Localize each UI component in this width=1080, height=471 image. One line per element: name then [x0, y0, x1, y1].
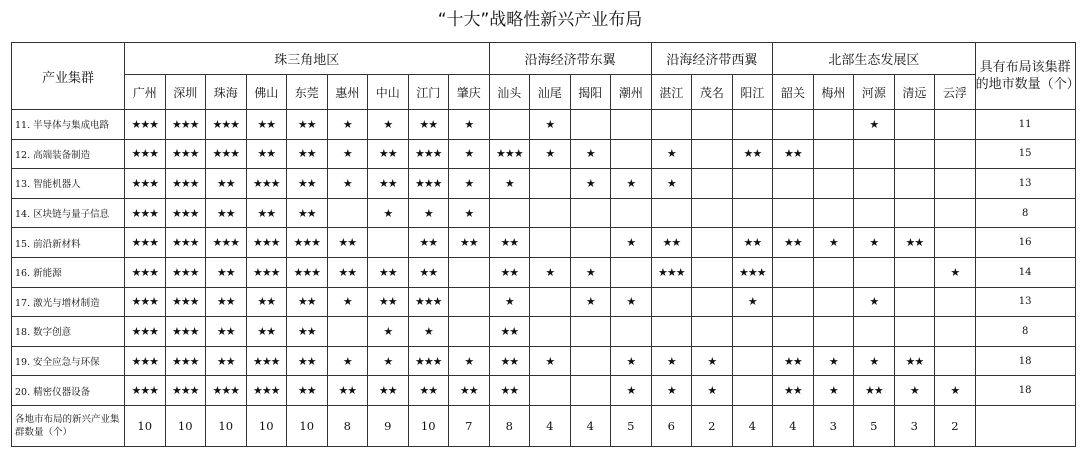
- star-rating: ★★★: [246, 346, 287, 376]
- star-rating: ★★: [773, 376, 814, 406]
- city-header: 惠州: [327, 75, 368, 110]
- star-rating: ★★★: [732, 257, 773, 287]
- star-rating: ★: [692, 376, 733, 406]
- total-value: 4: [530, 405, 571, 446]
- star-rating: ★: [651, 139, 692, 169]
- city-header: 中山: [368, 75, 409, 110]
- star-rating: ★★★: [165, 376, 206, 406]
- star-rating: ★: [327, 169, 368, 199]
- star-rating: [570, 110, 611, 140]
- star-rating: [813, 317, 854, 347]
- city-count: 8: [975, 198, 1075, 228]
- star-rating: ★: [651, 376, 692, 406]
- total-value: 2: [692, 405, 733, 446]
- star-rating: [570, 198, 611, 228]
- star-rating: ★: [854, 110, 895, 140]
- star-rating: ★★★: [125, 139, 166, 169]
- industry-name: 18. 数字创意: [12, 317, 125, 347]
- star-rating: ★: [611, 228, 652, 258]
- star-rating: ★: [530, 257, 571, 287]
- star-rating: ★: [935, 257, 976, 287]
- star-rating: [854, 139, 895, 169]
- star-rating: [611, 139, 652, 169]
- star-rating: ★★: [287, 317, 328, 347]
- star-rating: [732, 198, 773, 228]
- star-rating: ★★: [327, 257, 368, 287]
- star-rating: ★: [935, 376, 976, 406]
- empty-cell: [975, 405, 1075, 446]
- star-rating: ★★: [408, 110, 449, 140]
- star-rating: ★: [449, 198, 490, 228]
- star-rating: ★: [813, 346, 854, 376]
- star-rating: ★★: [489, 257, 530, 287]
- star-rating: [813, 169, 854, 199]
- star-rating: ★★: [246, 110, 287, 140]
- star-rating: [732, 169, 773, 199]
- star-rating: ★★★: [408, 346, 449, 376]
- star-rating: ★★: [854, 376, 895, 406]
- star-rating: [692, 110, 733, 140]
- star-rating: ★: [611, 287, 652, 317]
- total-value: 10: [165, 405, 206, 446]
- star-rating: [692, 287, 733, 317]
- star-rating: [611, 110, 652, 140]
- city-header: 江门: [408, 75, 449, 110]
- city-header: 潮州: [611, 75, 652, 110]
- table-title: “十大”战略性新兴产业布局: [437, 10, 643, 30]
- star-rating: [854, 317, 895, 347]
- star-rating: ★★★: [125, 198, 166, 228]
- totals-label: 各地市布局的新兴产业集群数量（个）: [12, 405, 125, 446]
- industry-name: 16. 新能源: [12, 257, 125, 287]
- star-rating: [732, 376, 773, 406]
- star-rating: [854, 257, 895, 287]
- star-rating: [651, 198, 692, 228]
- star-rating: ★★: [368, 376, 409, 406]
- star-rating: [773, 287, 814, 317]
- star-rating: ★★: [894, 346, 935, 376]
- star-rating: [935, 317, 976, 347]
- star-rating: ★★★: [408, 139, 449, 169]
- star-rating: ★: [854, 228, 895, 258]
- star-rating: [449, 257, 490, 287]
- total-value: 3: [894, 405, 935, 446]
- star-rating: ★★: [773, 346, 814, 376]
- cluster-header: 产业集群: [12, 43, 125, 110]
- star-rating: [530, 169, 571, 199]
- star-rating: ★: [611, 169, 652, 199]
- total-value: 6: [651, 405, 692, 446]
- star-rating: ★: [530, 346, 571, 376]
- table-row: [12, 317, 1076, 347]
- star-rating: ★★★: [246, 257, 287, 287]
- star-rating: [732, 110, 773, 140]
- star-rating: ★: [368, 346, 409, 376]
- total-value: 5: [854, 405, 895, 446]
- star-rating: [732, 346, 773, 376]
- star-rating: ★★★: [246, 228, 287, 258]
- star-rating: [773, 169, 814, 199]
- star-rating: ★★★: [165, 317, 206, 347]
- star-rating: ★★: [489, 228, 530, 258]
- star-rating: [570, 346, 611, 376]
- star-rating: ★: [489, 169, 530, 199]
- star-rating: ★★: [287, 139, 328, 169]
- city-header: 揭阳: [570, 75, 611, 110]
- industry-name: 11. 半导体与集成电路: [12, 110, 125, 140]
- city-header: 广州: [125, 75, 166, 110]
- table-row: [12, 139, 1076, 169]
- star-rating: ★: [449, 346, 490, 376]
- star-rating: ★★: [489, 376, 530, 406]
- city-count: 13: [975, 169, 1075, 199]
- table-row: [12, 257, 1076, 287]
- star-rating: ★★: [206, 257, 247, 287]
- star-rating: ★★★: [651, 257, 692, 287]
- star-rating: ★★★: [246, 169, 287, 199]
- industry-name: 14. 区块链与量子信息: [12, 198, 125, 228]
- star-rating: [935, 198, 976, 228]
- star-rating: ★★: [206, 317, 247, 347]
- star-rating: [692, 198, 733, 228]
- star-rating: ★★★: [125, 257, 166, 287]
- table-row: [12, 228, 1076, 258]
- star-rating: ★★: [489, 317, 530, 347]
- star-rating: ★★: [206, 287, 247, 317]
- star-rating: [894, 317, 935, 347]
- star-rating: ★★: [773, 228, 814, 258]
- region-header: 北部生态发展区: [773, 43, 976, 75]
- star-rating: ★★: [732, 139, 773, 169]
- star-rating: [692, 169, 733, 199]
- total-value: 10: [287, 405, 328, 446]
- star-rating: [813, 198, 854, 228]
- total-value: 9: [368, 405, 409, 446]
- star-rating: ★★★: [165, 228, 206, 258]
- star-rating: ★: [408, 317, 449, 347]
- star-rating: ★: [894, 376, 935, 406]
- star-rating: ★★: [773, 139, 814, 169]
- star-rating: [570, 376, 611, 406]
- city-header: 东莞: [287, 75, 328, 110]
- star-rating: [813, 110, 854, 140]
- star-rating: ★: [651, 169, 692, 199]
- star-rating: [449, 317, 490, 347]
- star-rating: ★★: [206, 346, 247, 376]
- city-count: 8: [975, 317, 1075, 347]
- star-rating: [530, 198, 571, 228]
- star-rating: ★: [449, 110, 490, 140]
- star-rating: [327, 198, 368, 228]
- star-rating: ★: [327, 287, 368, 317]
- star-rating: ★★: [489, 346, 530, 376]
- star-rating: [530, 287, 571, 317]
- star-rating: ★★: [408, 257, 449, 287]
- star-rating: ★: [570, 257, 611, 287]
- star-rating: ★: [692, 346, 733, 376]
- star-rating: ★★★: [287, 228, 328, 258]
- city-header: 湛江: [651, 75, 692, 110]
- city-header: 梅州: [813, 75, 854, 110]
- star-rating: [894, 139, 935, 169]
- star-rating: [935, 139, 976, 169]
- star-rating: ★★: [327, 228, 368, 258]
- star-rating: ★★★: [125, 346, 166, 376]
- star-rating: ★★★: [125, 376, 166, 406]
- table-row: [12, 376, 1076, 406]
- star-rating: ★★: [287, 287, 328, 317]
- star-rating: [894, 287, 935, 317]
- star-rating: ★★★: [165, 139, 206, 169]
- star-rating: ★★★: [165, 287, 206, 317]
- region-header: 珠三角地区: [125, 43, 490, 75]
- star-rating: ★★★: [165, 110, 206, 140]
- star-rating: ★★★: [408, 287, 449, 317]
- star-rating: ★★: [368, 257, 409, 287]
- star-rating: [611, 257, 652, 287]
- star-rating: ★★★: [287, 257, 328, 287]
- star-rating: [773, 317, 814, 347]
- star-rating: ★: [570, 169, 611, 199]
- star-rating: ★★: [206, 169, 247, 199]
- star-rating: ★★★: [206, 376, 247, 406]
- star-rating: [894, 257, 935, 287]
- star-rating: ★: [813, 228, 854, 258]
- table-row: [12, 198, 1076, 228]
- total-value: 10: [246, 405, 287, 446]
- star-rating: ★★: [246, 317, 287, 347]
- city-count: 18: [975, 376, 1075, 406]
- star-rating: ★: [651, 346, 692, 376]
- star-rating: [894, 169, 935, 199]
- star-rating: [530, 228, 571, 258]
- star-rating: ★★: [246, 287, 287, 317]
- star-rating: ★★: [287, 346, 328, 376]
- total-value: 4: [732, 405, 773, 446]
- city-header: 深圳: [165, 75, 206, 110]
- star-rating: [935, 228, 976, 258]
- star-rating: ★★: [449, 228, 490, 258]
- star-rating: ★: [813, 376, 854, 406]
- star-rating: ★: [570, 139, 611, 169]
- star-rating: ★: [449, 169, 490, 199]
- total-value: 2: [935, 405, 976, 446]
- total-value: 5: [611, 405, 652, 446]
- star-rating: ★★★: [408, 169, 449, 199]
- star-rating: [773, 257, 814, 287]
- star-rating: ★★★: [206, 110, 247, 140]
- city-header: 肇庆: [449, 75, 490, 110]
- star-rating: [935, 287, 976, 317]
- star-rating: ★★: [368, 169, 409, 199]
- star-rating: ★★★: [165, 169, 206, 199]
- star-rating: ★★★: [125, 169, 166, 199]
- star-rating: ★★: [327, 376, 368, 406]
- star-rating: ★: [327, 110, 368, 140]
- star-rating: ★★: [287, 169, 328, 199]
- city-count: 16: [975, 228, 1075, 258]
- city-header: 佛山: [246, 75, 287, 110]
- count-header: 具有布局该集群的地市数量（个）: [975, 43, 1075, 110]
- city-count: 18: [975, 346, 1075, 376]
- star-rating: [935, 110, 976, 140]
- star-rating: [773, 110, 814, 140]
- industry-name: 12. 高端装备制造: [12, 139, 125, 169]
- industry-name: 20. 精密仪器设备: [12, 376, 125, 406]
- region-header: 沿海经济带东翼: [489, 43, 651, 75]
- star-rating: [651, 287, 692, 317]
- star-rating: ★: [611, 376, 652, 406]
- star-rating: ★: [530, 110, 571, 140]
- star-rating: ★★: [449, 376, 490, 406]
- star-rating: ★★★: [125, 287, 166, 317]
- star-rating: ★★★: [489, 139, 530, 169]
- city-header: 阳江: [732, 75, 773, 110]
- industry-name: 15. 前沿新材料: [12, 228, 125, 258]
- star-rating: ★★: [368, 287, 409, 317]
- star-rating: [530, 317, 571, 347]
- star-rating: [854, 169, 895, 199]
- star-rating: ★: [854, 287, 895, 317]
- region-header: 沿海经济带西翼: [651, 43, 773, 75]
- industry-layout-table: [11, 42, 1080, 447]
- city-header: 河源: [854, 75, 895, 110]
- star-rating: ★★★: [206, 139, 247, 169]
- total-value: 4: [773, 405, 814, 446]
- star-rating: ★★: [408, 228, 449, 258]
- star-rating: ★: [368, 198, 409, 228]
- total-value: 8: [327, 405, 368, 446]
- star-rating: ★★★: [125, 317, 166, 347]
- star-rating: [935, 169, 976, 199]
- table-row: [12, 110, 1076, 140]
- star-rating: ★★: [287, 198, 328, 228]
- star-rating: [611, 317, 652, 347]
- industry-name: 19. 安全应急与环保: [12, 346, 125, 376]
- table-row: [12, 346, 1076, 376]
- star-rating: ★★★: [165, 198, 206, 228]
- city-header: 珠海: [206, 75, 247, 110]
- industry-name: 17. 激光与增材制造: [12, 287, 125, 317]
- total-value: 10: [125, 405, 166, 446]
- totals-row: [12, 405, 1076, 446]
- star-rating: [368, 228, 409, 258]
- total-value: 4: [570, 405, 611, 446]
- star-rating: [692, 317, 733, 347]
- star-rating: ★★★: [165, 346, 206, 376]
- city-header: 汕尾: [530, 75, 571, 110]
- city-header: 茂名: [692, 75, 733, 110]
- star-rating: ★★★: [125, 228, 166, 258]
- star-rating: ★: [368, 317, 409, 347]
- star-rating: [692, 228, 733, 258]
- star-rating: [813, 257, 854, 287]
- star-rating: [570, 317, 611, 347]
- star-rating: ★: [408, 198, 449, 228]
- star-rating: ★: [732, 287, 773, 317]
- star-rating: ★: [489, 287, 530, 317]
- star-rating: [449, 287, 490, 317]
- city-header: 清远: [894, 75, 935, 110]
- star-rating: [935, 346, 976, 376]
- star-rating: ★★: [246, 139, 287, 169]
- star-rating: [854, 198, 895, 228]
- total-value: 10: [206, 405, 247, 446]
- star-rating: ★★: [732, 228, 773, 258]
- city-count: 11: [975, 110, 1075, 140]
- city-header: 汕头: [489, 75, 530, 110]
- star-rating: [651, 110, 692, 140]
- star-rating: [813, 139, 854, 169]
- table-row: [12, 287, 1076, 317]
- star-rating: ★: [327, 139, 368, 169]
- star-rating: ★: [854, 346, 895, 376]
- city-count: 13: [975, 287, 1075, 317]
- star-rating: ★★: [287, 110, 328, 140]
- star-rating: ★★★: [206, 228, 247, 258]
- star-rating: ★: [327, 346, 368, 376]
- star-rating: [489, 198, 530, 228]
- star-rating: ★: [449, 139, 490, 169]
- star-rating: ★★: [651, 228, 692, 258]
- city-header: 云浮: [935, 75, 976, 110]
- city-count: 15: [975, 139, 1075, 169]
- star-rating: ★: [611, 346, 652, 376]
- star-rating: [732, 317, 773, 347]
- star-rating: ★★★: [125, 110, 166, 140]
- city-header: 韶关: [773, 75, 814, 110]
- star-rating: [570, 228, 611, 258]
- total-value: 3: [813, 405, 854, 446]
- star-rating: ★★: [246, 198, 287, 228]
- city-count: 14: [975, 257, 1075, 287]
- star-rating: ★★: [408, 376, 449, 406]
- total-value: 10: [408, 405, 449, 446]
- star-rating: [489, 110, 530, 140]
- star-rating: [813, 287, 854, 317]
- star-rating: ★★: [206, 198, 247, 228]
- star-rating: [894, 198, 935, 228]
- star-rating: ★: [530, 139, 571, 169]
- star-rating: [327, 317, 368, 347]
- industry-name: 13. 智能机器人: [12, 169, 125, 199]
- table-row: [12, 169, 1076, 199]
- star-rating: [773, 198, 814, 228]
- star-rating: [611, 198, 652, 228]
- star-rating: [692, 257, 733, 287]
- total-value: 8: [489, 405, 530, 446]
- star-rating: [692, 139, 733, 169]
- star-rating: ★★: [368, 139, 409, 169]
- star-rating: [894, 110, 935, 140]
- star-rating: ★: [368, 110, 409, 140]
- star-rating: ★★★: [165, 257, 206, 287]
- star-rating: ★★★: [246, 376, 287, 406]
- star-rating: ★★: [894, 228, 935, 258]
- total-value: 7: [449, 405, 490, 446]
- star-rating: ★: [570, 287, 611, 317]
- star-rating: ★★: [287, 376, 328, 406]
- star-rating: [651, 317, 692, 347]
- star-rating: [530, 376, 571, 406]
